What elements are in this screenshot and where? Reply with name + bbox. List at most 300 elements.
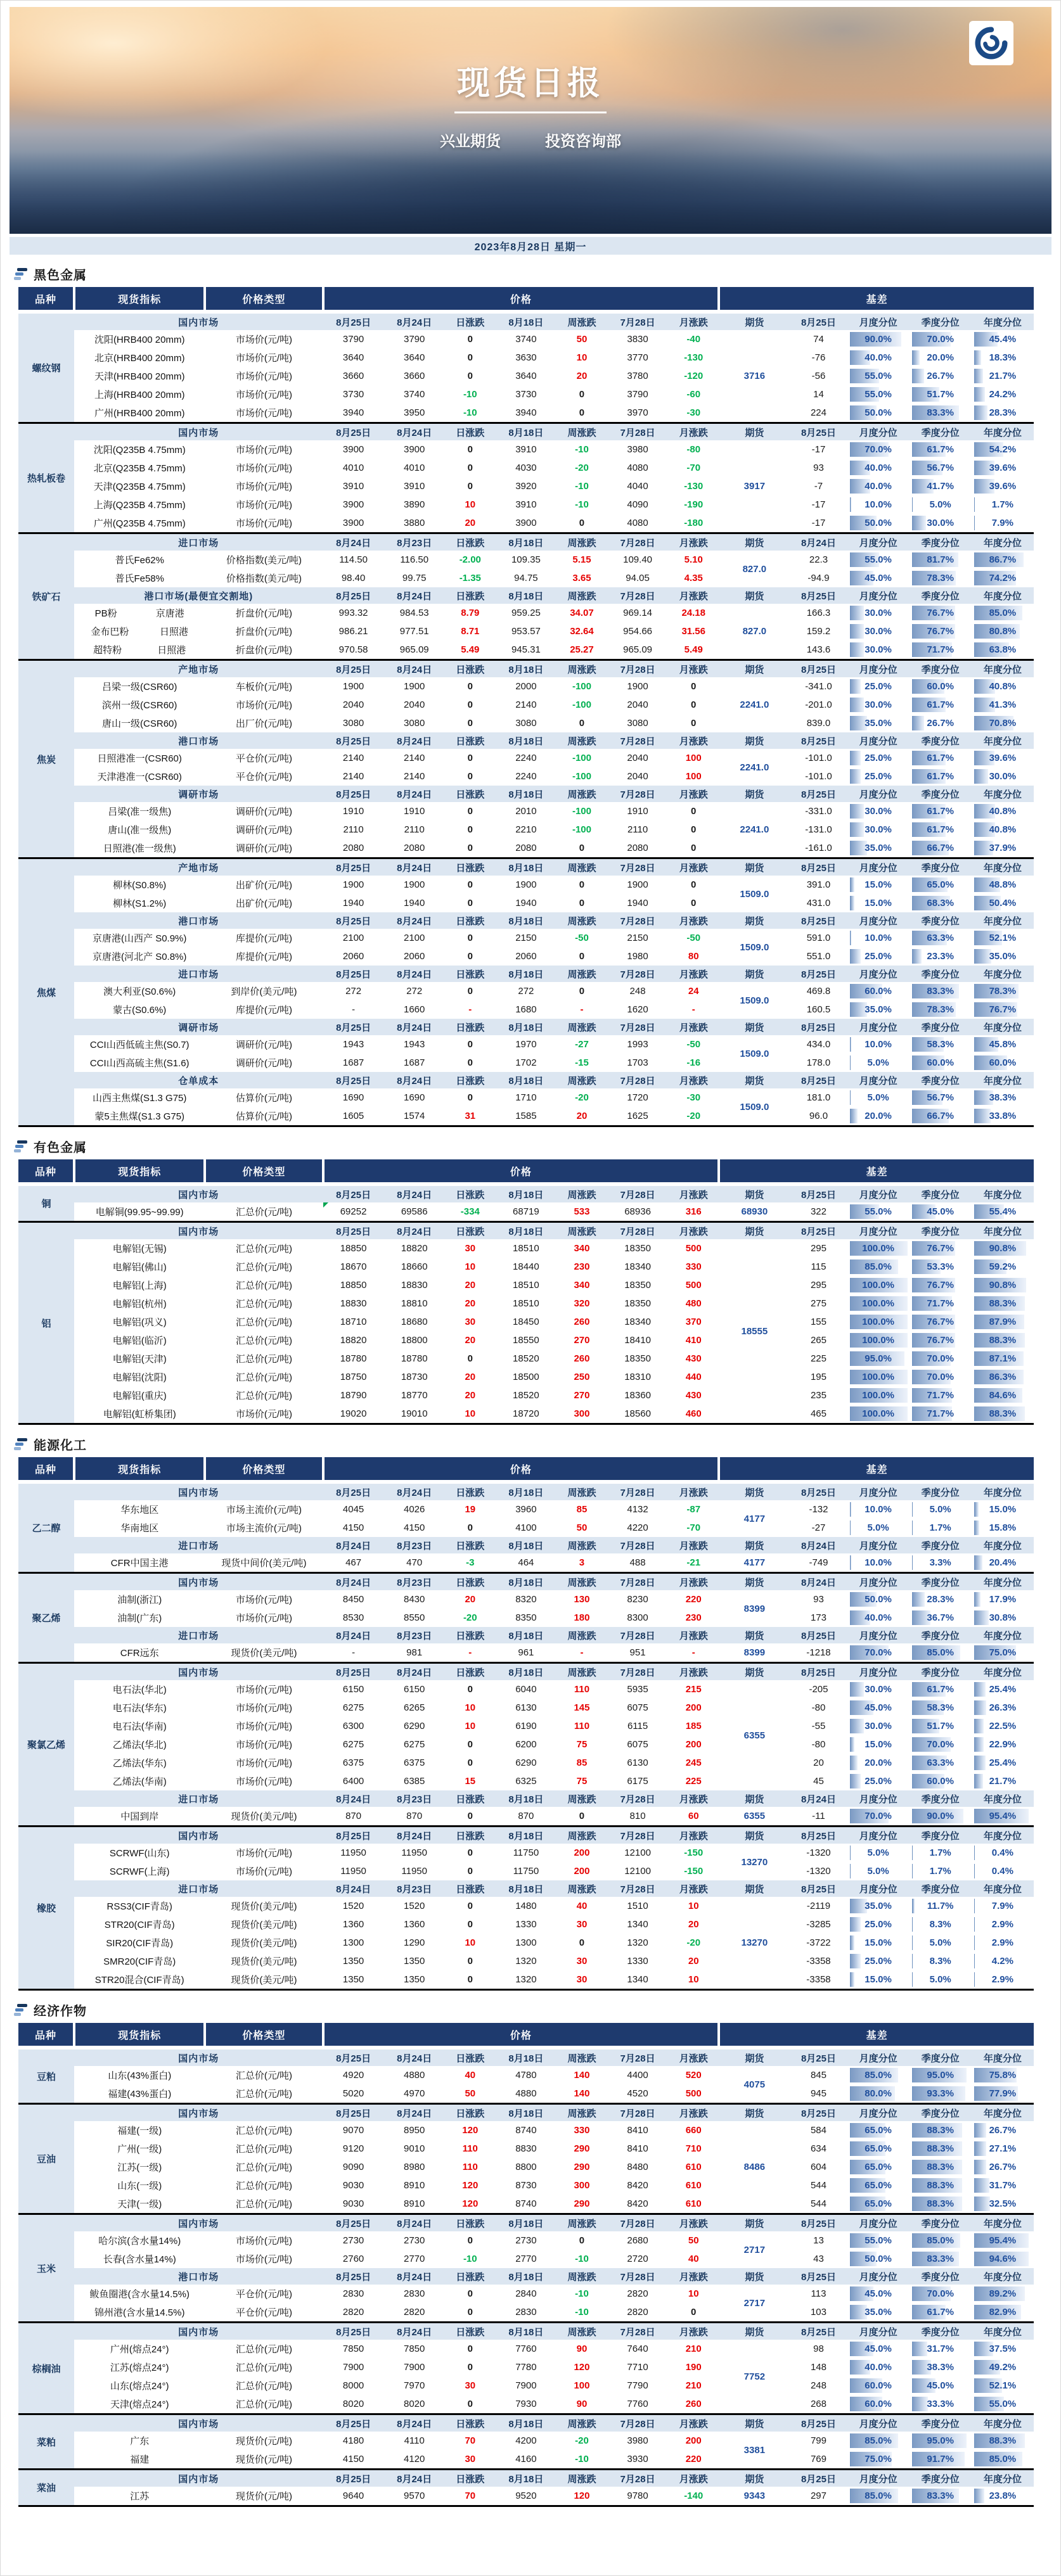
indicator-cell: 福建	[130, 2454, 150, 2465]
basis-cell: 20	[813, 1757, 824, 1768]
price-cell: 7710	[627, 2362, 648, 2373]
price-cell: 6200	[515, 1739, 537, 1750]
percentile-value: 71.7%	[927, 1390, 954, 1401]
col-header: 期货	[719, 2323, 790, 2340]
price-type-cell: 现货价(美元/吨)	[231, 1956, 297, 1967]
price-cell: 18770	[401, 1390, 428, 1401]
market-subheader-row	[18, 786, 1034, 802]
percentile-cell	[972, 2158, 1034, 2176]
percentile-value: 70.0%	[865, 1811, 892, 1821]
price-cell: 2820	[342, 2307, 364, 2318]
variety-label: 乙二醇	[18, 1482, 74, 1573]
percentile-bar	[974, 1700, 986, 1715]
percentile-value: 77.9%	[989, 2088, 1017, 2099]
indicator-cell: 电解铝(重庆)	[112, 1391, 167, 1401]
percentile-bar	[974, 2197, 990, 2211]
col-header: 7月28日	[607, 2268, 668, 2285]
col-header: 年度分位	[972, 1663, 1034, 1681]
col-header: 季度分位	[910, 2268, 972, 2285]
price-cell: 116.50	[400, 554, 429, 565]
variety-label: 聚氯乙烯	[18, 1663, 74, 1827]
percentile-cell	[847, 330, 910, 348]
col-header: 月涨跌	[668, 2214, 719, 2232]
percentile-value: 30.0%	[865, 824, 892, 835]
percentile-value: 30.8%	[989, 1612, 1017, 1623]
basis-cell: 103	[810, 2307, 826, 2318]
percentile-bar	[912, 516, 926, 530]
percentile-value: 49.2%	[989, 2362, 1017, 2373]
percentile-bar	[850, 1846, 851, 1860]
price-cell: 1360	[404, 1919, 425, 1930]
percentile-value: 55.0%	[865, 2235, 892, 2246]
percentile-bar	[850, 769, 861, 784]
basis-group-header: 基差	[719, 287, 1034, 312]
price-cell: 6150	[342, 1684, 364, 1695]
change-cell: 40	[576, 1901, 588, 1911]
table-row	[18, 2176, 1034, 2195]
price-cell: 5020	[342, 2088, 364, 2099]
change-cell: 0	[467, 2235, 473, 2246]
percentile-cell	[972, 1862, 1034, 1880]
variety-label: 铁矿石	[18, 533, 74, 660]
price-cell: 1300	[342, 1937, 364, 1948]
price-type-cell: 价格指数(美元/吨)	[226, 555, 302, 566]
indicator-cell: 乙烯法(华东)	[112, 1758, 167, 1769]
section-title	[17, 1435, 1060, 1453]
percentile-value: 60.0%	[865, 2399, 892, 2409]
percentile-cell	[910, 348, 972, 367]
percentile-bar	[974, 1521, 980, 1535]
percentile-value: 40.8%	[989, 824, 1017, 835]
change-cell: 0	[691, 824, 697, 835]
basis-cell: 295	[810, 1280, 826, 1291]
percentile-cell	[847, 947, 910, 966]
col-header: 8月24日	[384, 2323, 445, 2340]
indicator-cell: 蒙古(S0.6%)	[113, 1005, 167, 1016]
basis-cell: 275	[810, 1298, 826, 1309]
change-cell: 70	[465, 2490, 476, 2501]
price-cell: 12100	[624, 1847, 651, 1858]
col-header: 月涨跌	[668, 1627, 719, 1643]
change-cell: 220	[685, 1594, 702, 1605]
price-cell: 1350	[404, 1974, 425, 1985]
price-cell: 1940	[627, 898, 648, 909]
percentile-bar	[974, 1917, 975, 1932]
percentile-cell	[910, 1294, 972, 1313]
percentile-value: 28.3%	[927, 1594, 954, 1605]
change-cell: 290	[574, 2143, 590, 2154]
indicator-cell: 电解铝(虹桥集团)	[103, 1409, 176, 1420]
col-header: 8月18日	[496, 2048, 556, 2066]
col-header: 年度分位	[972, 660, 1034, 678]
percentile-cell	[972, 929, 1034, 947]
change-cell: 230	[574, 1261, 590, 1272]
change-cell: 0	[467, 1811, 473, 1821]
market-subheader-row	[18, 1019, 1034, 1035]
price-cell: 8980	[404, 2162, 425, 2172]
col-header: 期货	[719, 312, 790, 330]
col-header: 8月24日	[384, 587, 445, 604]
section-title	[17, 1137, 1060, 1156]
col-header: 月涨跌	[668, 2104, 719, 2122]
change-cell: 20	[688, 1919, 699, 1930]
percentile-value: 65.0%	[865, 2162, 892, 2172]
futures-cell: 8399	[743, 1603, 766, 1614]
table-row	[18, 1035, 1034, 1054]
col-header: 日涨跌	[445, 966, 496, 982]
change-cell: 0	[579, 986, 585, 997]
indicator-name: PB粉	[94, 608, 117, 619]
percentile-value: 70.8%	[989, 718, 1017, 729]
basis-cell: 93	[813, 1594, 824, 1605]
percentile-cell	[847, 1258, 910, 1276]
col-header: 周涨跌	[556, 1827, 607, 1844]
change-cell: 8.79	[461, 608, 480, 618]
col-header: 月涨跌	[668, 533, 719, 551]
col-header: 月涨跌	[668, 1663, 719, 1681]
percentile-value: 100.0%	[862, 1317, 894, 1327]
basis-cell: 551.0	[806, 951, 831, 962]
price-group-header: 价格	[323, 2023, 719, 2048]
table-row	[18, 330, 1034, 348]
change-cell: 0	[467, 1866, 473, 1877]
col-header: 8月23日	[384, 1627, 445, 1643]
price-type-cell: 汇总价(元/吨)	[235, 2089, 293, 2100]
price-cell: 870	[345, 1811, 362, 1821]
change-cell: 110	[462, 2143, 478, 2154]
section-bullet-icon	[17, 1438, 27, 1450]
price-cell: 18780	[340, 1353, 367, 1364]
price-cell: 3900	[404, 444, 425, 455]
percentile-value: 4.2%	[991, 1956, 1013, 1967]
col-header: 8月24日	[790, 1790, 847, 1807]
table-row	[18, 1735, 1034, 1754]
percentile-value: 94.6%	[989, 2254, 1017, 2264]
col-header: 月涨跌	[668, 1222, 719, 1240]
percentile-value: 88.3%	[989, 1298, 1017, 1309]
price-cell: 4160	[515, 2454, 537, 2464]
percentile-cell	[972, 1035, 1034, 1054]
percentile-cell	[910, 1368, 972, 1386]
col-header: 8月25日	[323, 1482, 384, 1500]
table-row	[18, 1772, 1034, 1790]
col-header: 年度分位	[972, 423, 1034, 441]
indicator-cell: 华南地区	[120, 1523, 159, 1534]
price-cell: 12100	[624, 1866, 651, 1877]
price-cell: 1690	[404, 1092, 425, 1103]
percentile-cell	[910, 1915, 972, 1934]
col-header: 期货	[719, 1827, 790, 1844]
price-type-cell: 现货中间价(美元/吨)	[221, 1558, 307, 1569]
percentile-value: 76.7%	[927, 608, 954, 618]
change-cell: 20	[688, 1956, 699, 1967]
change-cell: 533	[574, 1206, 590, 1217]
change-cell: 0	[579, 843, 585, 853]
percentile-cell	[847, 1294, 910, 1313]
basis-cell: 166.3	[806, 608, 831, 618]
percentile-value: 50.0%	[865, 407, 892, 418]
change-cell: 260	[574, 1317, 590, 1327]
percentile-value: 85.0%	[865, 2435, 892, 2446]
table-row	[18, 1915, 1034, 1934]
price-cell: 1585	[515, 1111, 537, 1121]
indicator-cell: 江苏(熔点24°)	[110, 2362, 169, 2373]
col-header: 期货	[719, 786, 790, 802]
change-cell: -40	[686, 334, 701, 345]
price-type-cell: 折盘价(元/吨)	[235, 627, 293, 637]
percentile-value: 5.0%	[867, 1847, 889, 1858]
price-cell: 7900	[515, 2380, 537, 2391]
price-type-cell: 汇总价(元/吨)	[235, 2381, 293, 2392]
change-cell: 290	[574, 2198, 590, 2209]
change-cell: -80	[686, 444, 701, 455]
percentile-cell	[910, 1519, 972, 1537]
table-row	[18, 982, 1034, 1000]
col-header: 季度分位	[910, 966, 972, 982]
percentile-value: 70.0%	[927, 1739, 954, 1750]
section	[1, 2001, 1060, 2507]
col-header: 7月28日	[607, 1827, 668, 1844]
price-cell: 965.09	[623, 644, 653, 655]
percentile-bar	[912, 2397, 929, 2411]
change-cell: 130	[574, 1594, 590, 1605]
percentile-cell	[972, 2450, 1034, 2470]
table-row	[18, 1934, 1034, 1952]
table-row	[18, 820, 1034, 839]
variety-label: 铝	[18, 1222, 74, 1424]
change-cell: 0	[579, 389, 585, 400]
price-type-cell: 汇总价(元/吨)	[235, 2126, 293, 2136]
col-header: 8月24日	[323, 1573, 384, 1591]
percentile-value: 86.7%	[989, 554, 1017, 565]
percentile-cell	[910, 1844, 972, 1862]
col-header: 8月25日	[790, 587, 847, 604]
percentile-cell	[847, 2395, 910, 2414]
percentile-cell	[972, 1934, 1034, 1952]
basis-cell: 431.0	[806, 898, 831, 909]
percentile-bar	[974, 387, 985, 402]
price-cell: 7850	[342, 2343, 364, 2354]
col-header: 7月28日	[607, 2214, 668, 2232]
percentile-cell	[972, 1680, 1034, 1699]
price-type-cell: 调研价(元/吨)	[235, 825, 293, 836]
percentile-cell	[972, 2195, 1034, 2214]
price-cell: 1970	[515, 1039, 537, 1050]
percentile-bar	[850, 624, 864, 639]
variety-label: 棕榈油	[18, 2323, 74, 2414]
price-cell: 8910	[404, 2180, 425, 2191]
price-cell: 4090	[627, 499, 648, 510]
percentile-bar	[912, 350, 920, 365]
percentile-value: 38.3%	[927, 2362, 954, 2373]
percentile-value: 90.0%	[865, 334, 892, 345]
percentile-cell	[972, 1276, 1034, 1294]
percentile-value: 78.3%	[989, 986, 1017, 997]
price-cell: 1900	[342, 681, 364, 692]
indicator-cell: RSS3(CIF青岛)	[106, 1901, 172, 1912]
col-header: 季度分位	[910, 1880, 972, 1897]
col-header: 季度分位	[910, 312, 972, 330]
price-cell: 2000	[515, 681, 537, 692]
table-row	[18, 1643, 1034, 1663]
price-cell: 272	[518, 986, 534, 997]
price-type-cell: 市场价(元/吨)	[235, 1776, 293, 1787]
change-cell: 20	[465, 1335, 476, 1346]
price-cell: 3080	[342, 718, 364, 729]
col-header: 8月25日	[323, 2470, 384, 2487]
price-cell: 18350	[624, 1280, 651, 1291]
indicator-cell: 蒙5主焦煤(S1.3 G75)	[94, 1111, 185, 1122]
price-cell: 7930	[515, 2399, 537, 2409]
table-row	[18, 2231, 1034, 2250]
percentile-value: 40.8%	[989, 806, 1017, 817]
col-header: 7月28日	[607, 660, 668, 678]
percentile-value: 63.3%	[927, 933, 954, 943]
basis-cell: -205	[809, 1684, 828, 1695]
percentile-cell	[847, 1000, 910, 1019]
section-title-text: 能源化工	[34, 1439, 87, 1453]
col-header: 周涨跌	[556, 533, 607, 551]
market-label: 国内市场	[74, 2214, 323, 2232]
percentile-value: 58.3%	[927, 1039, 954, 1050]
col-header: 8月25日	[323, 966, 384, 982]
indicator-port: 日照港	[157, 645, 186, 656]
change-cell: 320	[574, 1298, 590, 1309]
table-row	[18, 749, 1034, 767]
percentile-bar	[974, 1502, 979, 1517]
change-cell: 0	[691, 843, 697, 853]
change-cell: -	[691, 1647, 695, 1658]
price-cell: 8800	[515, 2162, 537, 2172]
basis-cell: 769	[810, 2454, 826, 2464]
price-type-header: 价格类型	[205, 1159, 323, 1184]
price-cell: 7900	[342, 2362, 364, 2373]
basis-cell: 74	[813, 334, 824, 345]
percentile-cell	[910, 2139, 972, 2158]
basis-cell: 591.0	[806, 933, 831, 943]
percentile-value: 15.0%	[865, 898, 892, 909]
price-cell: 3930	[627, 2454, 648, 2464]
futures-cell: 68930	[741, 1206, 768, 1217]
col-header: 7月28日	[607, 1222, 668, 1240]
change-cell: 220	[685, 2454, 702, 2464]
percentile-cell	[847, 749, 910, 767]
percentile-cell	[972, 2176, 1034, 2195]
price-cell: 3880	[404, 518, 425, 528]
price-cell: 2040	[404, 699, 425, 710]
change-cell: 10	[465, 1702, 476, 1713]
change-cell: 0	[467, 986, 473, 997]
col-header: 期货	[719, 966, 790, 982]
indicator-cell: 澳大利亚(S0.6%)	[103, 986, 176, 997]
market-label: 国内市场	[74, 1663, 323, 1681]
price-cell: 1520	[342, 1901, 364, 1911]
col-header: 8月23日	[384, 1790, 445, 1807]
percentile-cell	[972, 1553, 1034, 1573]
variety-header: 品种	[18, 287, 74, 312]
percentile-value: 95.4%	[989, 2235, 1017, 2246]
col-header: 月涨跌	[668, 312, 719, 330]
price-cell: 18350	[624, 1353, 651, 1364]
price-cell: 2040	[627, 753, 648, 763]
percentile-value: 66.7%	[927, 1111, 954, 1121]
col-header: 年度分位	[972, 1072, 1034, 1088]
price-type-cell: 现货价(美元/吨)	[231, 1920, 297, 1930]
change-cell: 0	[579, 879, 585, 890]
change-cell: 200	[685, 1702, 702, 1713]
percentile-value: 76.7%	[927, 1280, 954, 1291]
percentile-value: 85.0%	[927, 2235, 954, 2246]
change-cell: 185	[685, 1721, 702, 1731]
col-header: 8月25日	[790, 2414, 847, 2432]
col-header: 月涨跌	[668, 660, 719, 678]
percentile-cell	[847, 2303, 910, 2323]
col-header: 8月24日	[384, 423, 445, 441]
percentile-value: 26.3%	[989, 1702, 1017, 1713]
price-cell: 1350	[342, 1956, 364, 1967]
percentile-cell	[972, 1952, 1034, 1970]
basis-cell: 295	[810, 1243, 826, 1254]
price-cell: 3900	[342, 499, 364, 510]
percentile-value: 15.0%	[865, 1739, 892, 1750]
price-cell: 810	[629, 1811, 646, 1821]
percentile-value: 76.7%	[927, 1317, 954, 1327]
indicator-cell: 京唐港(河北产 S0.8%)	[93, 952, 187, 962]
percentile-cell	[910, 1000, 972, 1019]
percentile-value: 26.7%	[989, 2162, 1017, 2172]
col-header: 8月18日	[496, 1019, 556, 1035]
percentile-value: 45.0%	[865, 573, 892, 583]
futures-cell: 8399	[743, 1647, 766, 1658]
col-header: 8月18日	[496, 2323, 556, 2340]
price-cell: 8730	[515, 2180, 537, 2191]
market-subheader-row	[18, 858, 1034, 876]
bullet-bar	[14, 2013, 21, 2016]
price-type-header: 价格类型	[205, 287, 323, 312]
price-cell: 2110	[627, 824, 648, 835]
col-header: 周涨跌	[556, 2470, 607, 2487]
percentile-cell	[972, 2121, 1034, 2139]
table-row	[18, 2139, 1034, 2158]
price-cell: 969.14	[623, 608, 653, 618]
market-label: 进口市场	[74, 1880, 323, 1897]
col-header: 季度分位	[910, 1537, 972, 1553]
indicator-cell: 天津(Q235B 4.75mm)	[93, 481, 186, 492]
change-cell: -20	[463, 1612, 477, 1623]
price-cell: 959.25	[511, 608, 541, 618]
change-cell: 340	[574, 1243, 590, 1254]
percentile-value: 61.7%	[927, 753, 954, 763]
percentile-cell	[847, 1609, 910, 1627]
percentile-cell	[910, 1202, 972, 1222]
change-cell: 0	[691, 681, 697, 692]
percentile-cell	[910, 802, 972, 820]
indicator-cell: STR20混合(CIF青岛)	[94, 1975, 184, 1986]
indicator-cell: 油制(广东)	[117, 1613, 162, 1624]
col-header: 周涨跌	[556, 912, 607, 929]
col-header: 8月24日	[384, 858, 445, 876]
bullet-bar	[14, 1447, 21, 1450]
col-header: 年度分位	[972, 1827, 1034, 1844]
price-cell: 18500	[513, 1372, 539, 1382]
table-row	[18, 677, 1034, 696]
price-cell: 2760	[342, 2254, 364, 2264]
col-header: 8月18日	[496, 2214, 556, 2232]
percentile-cell	[972, 749, 1034, 767]
indicator-cell: 乙烯法(华北)	[112, 1740, 167, 1750]
indicator-cell: 天津港准一(CSR60)	[97, 772, 182, 782]
percentile-value: 25.0%	[865, 681, 892, 692]
